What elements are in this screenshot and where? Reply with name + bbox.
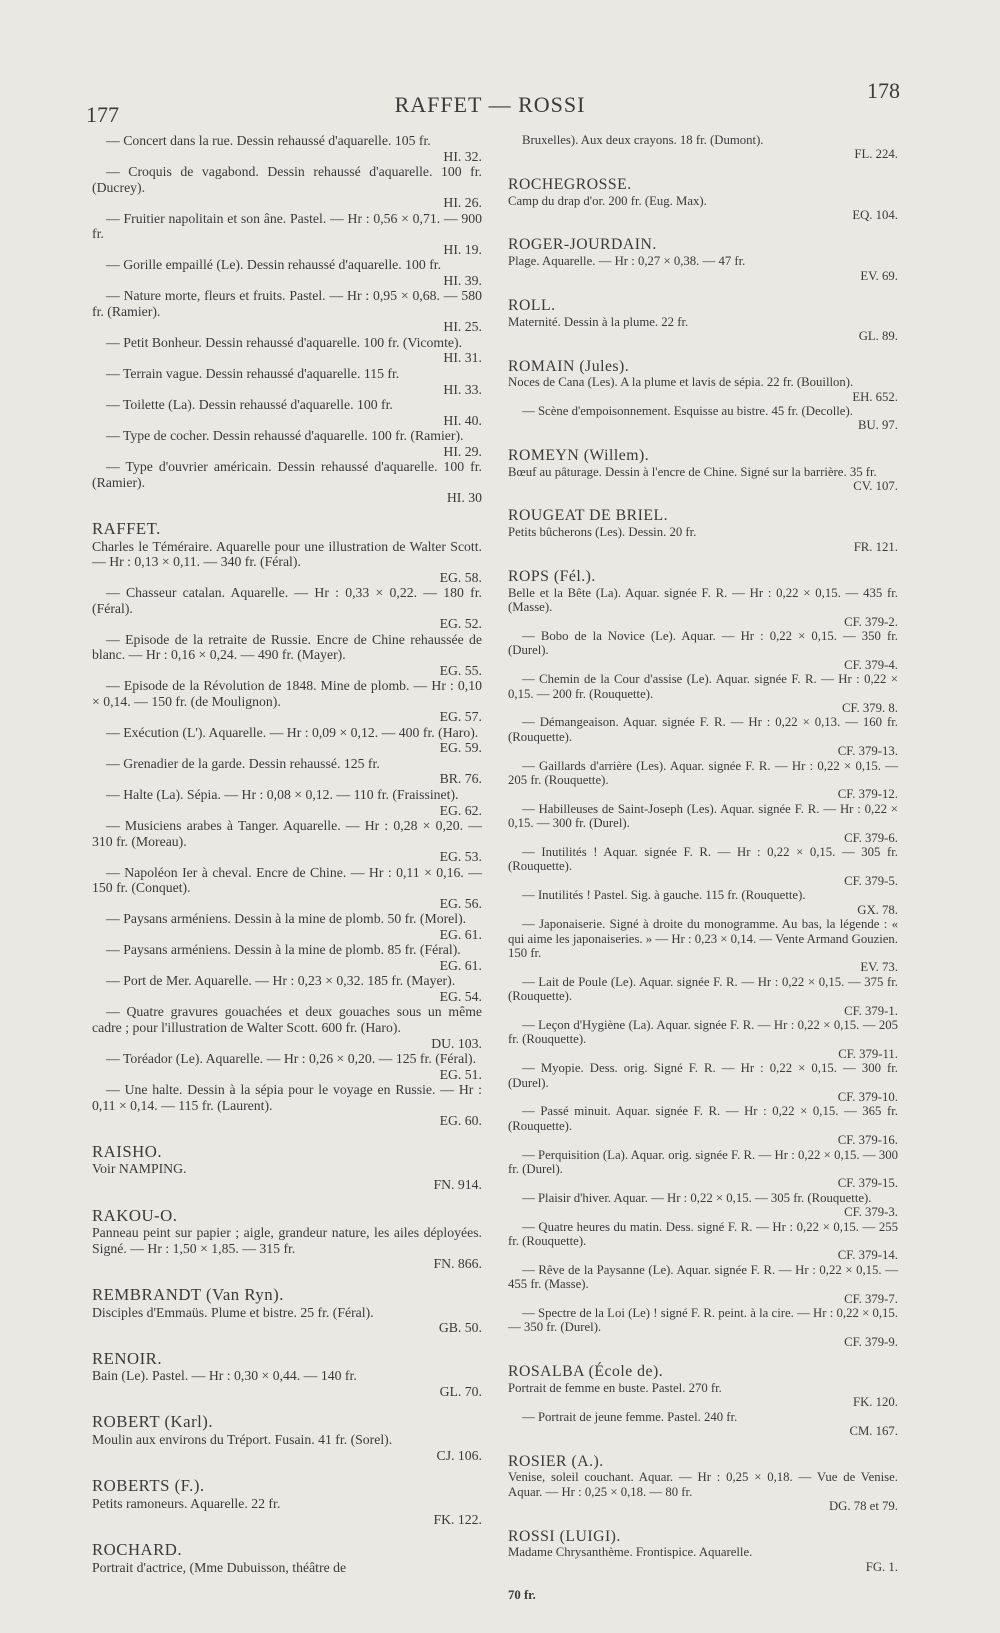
item-reference: EG. 57.	[439, 709, 482, 725]
item-description: Charles le Téméraire. Aquarelle pour une illustration de Walter Scott. — Hr : 0,13 × 0,11. — 340 fr. (Féral).	[92, 538, 482, 570]
catalog-item	[508, 917, 898, 975]
item-description: Madame Chrysanthème. Frontispice. Aquarelle.	[508, 1545, 753, 1560]
artist-entry	[92, 1350, 482, 1400]
catalog-item	[508, 315, 898, 344]
item-reference: CF. 379-7.	[844, 1291, 898, 1306]
item-description: — Passé minuit. Aquar. signée F. R. — Hr : 0,22 × 0,15. — 365 fr. (Rouquette).	[508, 1104, 898, 1133]
item-reference: CF. 379-2.	[844, 614, 898, 629]
catalog-item	[508, 845, 898, 888]
catalog-item	[92, 459, 482, 506]
item-description: — Quatre gravures gouachées et deux gouaches sous un même cadre ; pour l'illustration de Walter Scott. 600 fr. (Haro).	[92, 1004, 482, 1035]
catalog-item	[508, 888, 898, 917]
item-reference: EV. 73.	[860, 960, 898, 975]
item-description: Plage. Aquarelle. — Hr : 0,27 × 0,38. — 47 fr.	[508, 254, 746, 269]
catalog-item	[508, 133, 898, 162]
item-reference: EG. 51.	[439, 1066, 482, 1082]
item-reference: GB. 50.	[438, 1320, 482, 1336]
item-description: — Une halte. Dessin à la sépia pour le voyage en Russie. — Hr : 0,11 × 0,14. — 115 fr. (Laurent).	[92, 1082, 482, 1113]
artist-entry	[92, 520, 482, 1129]
catalog-item	[508, 525, 898, 554]
catalog-item	[92, 973, 482, 1004]
item-description: — Petit Bonheur. Dessin rehaussé d'aquarelle. 100 fr. (Vicomte).	[106, 334, 463, 350]
catalog-item	[508, 1545, 898, 1574]
artist-name: ROMAIN (Jules).	[508, 357, 630, 375]
catalog-item	[508, 715, 898, 758]
item-reference: EG. 53.	[439, 849, 482, 865]
catalog-item	[92, 1496, 482, 1527]
item-description: Maternité. Dessin à la plume. 22 fr.	[508, 314, 689, 329]
item-reference: CF. 379-14.	[837, 1248, 898, 1263]
left-column	[92, 133, 482, 1589]
catalog-item	[508, 375, 898, 404]
item-reference: CF. 379-3.	[844, 1205, 898, 1220]
item-description: — Episode de la Révolution de 1848. Mine de plomb. — Hr : 0,10 × 0,14. — 150 fr. (de Moulignon).	[92, 678, 482, 709]
item-description: Petits bûcherons (Les). Dessin. 20 fr.	[508, 525, 697, 540]
item-description: Bœuf au pâturage. Dessin à l'encre de Chine. Signé sur la barrière. 35 fr.	[508, 464, 877, 479]
catalog-item	[508, 1381, 898, 1410]
item-description: — Nature morte, fleurs et fruits. Pastel. — Hr : 0,95 × 0,68. — 580 fr. (Ramier).	[92, 288, 482, 319]
item-reference: CF. 379-9.	[844, 1334, 898, 1349]
artist-name: ROUGEAT DE BRIEL.	[508, 507, 669, 525]
continuation-block	[508, 133, 898, 162]
catalog-item	[92, 1432, 482, 1463]
item-description: — Leçon d'Hygiène (La). Aquar. signée F. R. — Hr : 0,22 × 0,15. — 205 fr. (Rouquette).	[508, 1017, 898, 1047]
artist-entry	[508, 236, 898, 283]
artist-entry	[92, 1286, 482, 1336]
item-description: Moulin aux environs du Tréport. Fusain. 41 fr. (Sorel).	[92, 1432, 393, 1448]
catalog-item	[92, 942, 482, 973]
artist-name: ROSIER (A.).	[508, 1452, 604, 1470]
catalog-item	[92, 428, 482, 459]
catalog-item	[508, 1191, 898, 1220]
item-reference: FL. 224.	[854, 147, 898, 162]
catalog-item	[92, 335, 482, 366]
catalog-item	[508, 759, 898, 802]
item-description: — Concert dans la rue. Dessin rehaussé d'aquarelle. 105 fr.	[106, 133, 431, 148]
catalog-item	[92, 288, 482, 335]
catalog-item	[508, 1470, 898, 1513]
artist-entry	[508, 447, 898, 494]
item-reference: BR. 76.	[439, 771, 482, 787]
item-description: — Chemin de la Cour d'assise (Le). Aquar. signée F. R. — Hr : 0,22 × 0,15. — 200 fr. (Rouquette).	[508, 672, 898, 701]
item-description: — Croquis de vagabond. Dessin rehaussé d'aquarelle. 100 fr. (Ducrey).	[92, 164, 482, 195]
catalog-item	[92, 1560, 482, 1576]
catalog-item	[92, 1368, 482, 1399]
catalog-item	[92, 725, 482, 756]
catalog-item	[508, 194, 898, 223]
item-description: — Gaillards d'arrière (Les). Aquar. signée F. R. — Hr : 0,22 × 0,15. — 205 fr. (Rouquette).	[508, 758, 898, 788]
item-reference: HI. 31.	[443, 350, 482, 366]
artist-entry	[508, 568, 898, 1349]
item-description: — Lait de Poule (Le). Aquar. signée F. R. — Hr : 0,22 × 0,15. — 375 fr. (Rouquette).	[508, 974, 898, 1004]
item-reference: HI. 40.	[443, 412, 482, 428]
catalog-item	[92, 133, 482, 164]
item-reference: CF. 379. 8.	[841, 701, 898, 715]
item-reference: EG. 60.	[439, 1113, 482, 1129]
item-reference: HI. 32.	[443, 148, 482, 164]
item-reference: GL. 70.	[439, 1383, 482, 1399]
catalog-item	[508, 1061, 898, 1104]
item-reference: CF. 379-4.	[844, 657, 898, 672]
continuation-block	[92, 133, 482, 506]
artist-name: ROLL.	[508, 296, 556, 314]
item-reference: HI. 25.	[443, 319, 482, 335]
running-title: RAFFET — ROSSI	[394, 92, 586, 117]
catalog-item	[92, 397, 482, 428]
item-reference: EG. 55.	[439, 662, 482, 678]
item-description: — Paysans arméniens. Dessin à la mine de plomb. 85 fr. (Féral).	[106, 942, 461, 958]
artist-name: REMBRANDT (Van Ryn).	[92, 1284, 284, 1304]
item-reference: EG. 62.	[439, 802, 482, 818]
trailing-price: 70 fr.	[508, 1588, 536, 1603]
item-reference: CF. 379-10.	[837, 1089, 898, 1104]
catalog-item	[508, 1306, 898, 1349]
catalog-item	[92, 818, 482, 865]
item-reference: FG. 1.	[865, 1559, 898, 1574]
catalog-item	[92, 1004, 482, 1051]
catalog-item	[92, 1051, 482, 1082]
item-description: Noces de Cana (Les). A la plume et lavis de sépia. 22 fr. (Bouillon).	[508, 375, 854, 390]
catalog-item	[508, 1104, 898, 1147]
item-reference: HI. 33.	[443, 381, 482, 397]
item-description: — Exécution (L'). Aquarelle. — Hr : 0,09 × 0,12. — 400 fr. (Haro).	[106, 724, 479, 740]
item-description: — Portrait de jeune femme. Pastel. 240 fr.	[522, 1409, 738, 1424]
catalog-item	[92, 632, 482, 679]
item-description: — Plaisir d'hiver. Aquar. — Hr : 0,22 × 0,15. — 305 fr. (Rouquette).	[522, 1190, 872, 1205]
artist-entry	[508, 176, 898, 223]
item-reference: CF. 379-16.	[837, 1133, 898, 1148]
item-description: — Habilleuses de Saint-Joseph (Les). Aquar. signée F. R. — Hr : 0,22 × 0,15. — 300 fr. (Durel).	[508, 801, 898, 831]
item-description: — Halte (La). Sépia. — Hr : 0,08 × 0,12. — 110 fr. (Fraissinet).	[106, 787, 459, 802]
item-reference: CF. 379-5.	[844, 873, 898, 888]
catalog-item	[92, 585, 482, 632]
item-reference: FR. 121.	[853, 539, 898, 554]
catalog-item	[508, 1263, 898, 1306]
artist-name: ROSSI (LUIGI).	[508, 1527, 621, 1545]
item-reference: CF. 379-15.	[837, 1176, 898, 1191]
item-reference: FN. 866.	[433, 1256, 482, 1272]
item-description: — Gorille empaillé (Le). Dessin rehaussé d'aquarelle. 100 fr.	[106, 257, 442, 273]
catalog-item	[508, 465, 898, 494]
catalog-item	[508, 1410, 898, 1439]
artist-entry	[92, 1477, 482, 1527]
catalog-item	[92, 911, 482, 942]
item-reference: HI. 19.	[443, 241, 482, 257]
item-reference: CF. 379-13.	[837, 744, 898, 759]
catalog-item	[92, 865, 482, 912]
item-reference: GL. 89.	[858, 329, 898, 344]
catalog-item	[508, 672, 898, 715]
artist-name: ROCHARD.	[92, 1540, 183, 1560]
item-reference: EG. 58.	[439, 569, 482, 585]
item-description: Disciples d'Emmaüs. Plume et bistre. 25 fr. (Féral).	[92, 1304, 374, 1320]
item-description: — Musiciens arabes à Tanger. Aquarelle. — Hr : 0,28 × 0,20. — 310 fr. (Moreau).	[92, 818, 482, 849]
item-description: — Chasseur catalan. Aquarelle. — Hr : 0,33 × 0,22. — 180 fr. (Féral).	[92, 585, 482, 616]
artist-entry	[508, 1363, 898, 1438]
artist-entry	[92, 1143, 482, 1193]
item-reference: HI. 26.	[443, 195, 482, 211]
item-description: Camp du drap d'or. 200 fr. (Eug. Max).	[508, 193, 707, 208]
item-reference: EH. 652.	[852, 389, 898, 404]
page-number-right: 178	[867, 78, 900, 103]
item-reference: EG. 56.	[439, 895, 482, 911]
artist-name: RENOIR.	[92, 1348, 163, 1368]
item-description: — Bobo de la Novice (Le). Aquar. — Hr : 0,22 × 0,15. — 350 fr. (Durel).	[508, 628, 898, 658]
catalog-item	[508, 254, 898, 283]
catalog-item	[92, 164, 482, 211]
item-reference: FK. 120.	[853, 1395, 898, 1410]
catalog-item	[92, 257, 482, 288]
artist-name: ROBERT (Karl).	[92, 1412, 214, 1432]
catalog-item	[92, 1082, 482, 1129]
item-reference: BU. 97.	[857, 418, 898, 433]
item-reference: GX. 78.	[857, 902, 898, 917]
item-description: — Fruitier napolitain et son âne. Pastel. — Hr : 0,56 × 0,71. — 900 fr.	[92, 210, 482, 242]
artist-entry	[508, 297, 898, 344]
artist-name: RAKOU-O.	[92, 1205, 178, 1225]
item-description: — Paysans arméniens. Dessin à la mine de plomb. 50 fr. (Morel).	[106, 911, 467, 927]
item-description: Petits ramoneurs. Aquarelle. 22 fr.	[92, 1496, 281, 1512]
item-description: Venise, soleil couchant. Aquar. — Hr : 0,25 × 0,18. — Vue de Venise. Aquar. — Hr : 0,25 × 0,18. — 80 fr.	[508, 1470, 898, 1499]
item-description: — Toréador (Le). Aquarelle. — Hr : 0,26 × 0,20. — 125 fr. (Féral).	[106, 1051, 477, 1067]
item-description: — Spectre de la Loi (Le) ! signé F. R. peint. à la cire. — Hr : 0,22 × 0,15. — 350 fr. (Durel).	[508, 1306, 898, 1335]
item-description: — Japonaiserie. Signé à droite du monogramme. Au bas, la légende : « qui aime les japonaiseries. » — Hr : 0,23 × 0,14. — Vente Armand Gouzien. 150 fr.	[508, 917, 898, 960]
artist-name: ROPS (Fél.).	[508, 568, 596, 585]
item-reference: FN. 914.	[433, 1176, 482, 1192]
item-description: — Perquisition (La). Aquar. orig. signée F. R. — Hr : 0,22 × 0,15. — 300 fr. (Durel).	[508, 1147, 898, 1176]
item-reference: HI. 29.	[443, 443, 482, 459]
item-reference: CF. 379-6.	[844, 830, 898, 845]
item-description: — Scène d'empoisonnement. Esquisse au bistre. 45 fr. (Decolle).	[522, 404, 853, 419]
item-description: Voir NAMPING.	[92, 1161, 187, 1177]
catalog-item	[508, 629, 898, 672]
item-reference: DG. 78 et 79.	[828, 1499, 898, 1514]
catalog-item	[508, 586, 898, 629]
catalog-item	[92, 539, 482, 586]
item-reference: EV. 69.	[860, 268, 898, 283]
catalog-item	[92, 787, 482, 818]
item-reference: HI. 39.	[443, 272, 482, 288]
item-reference: EG. 52.	[439, 616, 482, 632]
item-description: Bruxelles). Aux deux crayons. 18 fr. (Dumont).	[522, 133, 764, 147]
item-reference: DU. 103.	[431, 1035, 482, 1051]
artist-name: ROBERTS (F.).	[92, 1476, 205, 1496]
artist-name: ROGER-JOURDAIN.	[508, 236, 657, 254]
item-description: — Toilette (La). Dessin rehaussé d'aquarelle. 100 fr.	[106, 397, 393, 413]
item-reference: EG. 61.	[439, 926, 482, 942]
catalog-item	[92, 756, 482, 787]
item-description: Belle et la Bête (La). Aquar. signée F. R. — Hr : 0,22 × 0,15. — 435 fr. (Masse).	[508, 585, 898, 615]
artist-entry	[508, 358, 898, 433]
catalog-item	[92, 1305, 482, 1336]
item-description: Portrait de femme en buste. Pastel. 270 fr.	[508, 1381, 722, 1396]
artist-name: ROSALBA (École de).	[508, 1363, 664, 1381]
item-reference: EG. 61.	[439, 957, 482, 973]
artist-name: ROCHEGROSSE.	[508, 175, 632, 193]
item-description: — Rêve de la Paysanne (Le). Aquar. signée F. R. — Hr : 0,22 × 0,15. — 455 fr. (Masse).	[508, 1262, 898, 1292]
artist-entry	[508, 1453, 898, 1514]
artist-entry	[508, 507, 898, 554]
artist-entry	[92, 1413, 482, 1463]
item-description: — Inutilités ! Aquar. signée F. R. — Hr : 0,22 × 0,15. — 305 fr. (Rouquette).	[508, 845, 898, 874]
item-reference: CF. 379-1.	[844, 1003, 898, 1018]
catalog-item	[92, 211, 482, 258]
catalog-item	[92, 1225, 482, 1272]
item-reference: EQ. 104.	[852, 207, 898, 222]
catalog-item	[508, 404, 898, 433]
item-reference: CJ. 106.	[436, 1447, 482, 1463]
catalog-item	[508, 1148, 898, 1191]
page-number-left: 177	[86, 102, 119, 127]
item-description: Panneau peint sur papier ; aigle, grandeur nature, les ailes déployées. Signé. — Hr : 1,50 × 1,85. — 315 fr.	[92, 1225, 482, 1256]
catalog-item	[508, 1018, 898, 1061]
artist-name: RAFFET.	[92, 518, 161, 538]
item-description: — Type de cocher. Dessin rehaussé d'aquarelle. 100 fr. (Ramier).	[106, 428, 464, 444]
item-description: — Episode de la retraite de Russie. Encre de Chine rehaussée de blanc. — Hr : 0,16 × 0,24. — 490 fr. (Mayer).	[92, 631, 482, 663]
item-description: — Myopie. Dess. orig. Signé F. R. — Hr : 0,22 × 0,15. — 300 fr. (Durel).	[508, 1061, 898, 1090]
catalog-item	[92, 366, 482, 397]
item-description: Bain (Le). Pastel. — Hr : 0,30 × 0,44. — 140 fr.	[92, 1368, 357, 1384]
item-reference: CV. 107.	[853, 479, 898, 494]
item-reference: EG. 54.	[439, 988, 482, 1004]
item-description: — Quatre heures du matin. Dess. signé F. R. — Hr : 0,22 × 0,15. — 255 fr. (Rouquette).	[508, 1219, 898, 1249]
item-description: — Inutilités ! Pastel. Sig. à gauche. 115 fr. (Rouquette).	[522, 888, 806, 903]
item-description: — Grenadier de la garde. Dessin rehaussé. 125 fr.	[106, 755, 380, 771]
item-reference: FK. 122.	[433, 1511, 482, 1527]
item-description: Portrait d'actrice, (Mme Dubuisson, théâtre de	[92, 1559, 347, 1575]
item-reference: CF. 379-12.	[837, 787, 898, 802]
catalog-item	[508, 975, 898, 1018]
item-reference: CM. 167.	[849, 1424, 898, 1439]
item-description: — Démangeaison. Aquar. signée F. R. — Hr : 0,22 × 0,13. — 160 fr. (Rouquette).	[508, 715, 898, 744]
item-description: — Terrain vague. Dessin rehaussé d'aquarelle. 115 fr.	[106, 365, 400, 381]
artist-entry	[92, 1541, 482, 1575]
item-reference: HI. 30	[446, 490, 482, 506]
catalog-item	[92, 1161, 482, 1192]
item-reference: CF. 379-11.	[838, 1046, 898, 1061]
artist-entry	[508, 1528, 898, 1575]
right-column	[508, 133, 898, 1603]
item-reference: EG. 59.	[439, 740, 482, 756]
item-description: — Port de Mer. Aquarelle. — Hr : 0,23 × 0,32. 185 fr. (Mayer).	[106, 973, 456, 989]
item-description: — Type d'ouvrier américain. Dessin rehaussé d'aquarelle. 100 fr. (Ramier).	[92, 459, 482, 490]
catalog-item	[92, 678, 482, 725]
catalog-item	[508, 802, 898, 845]
artist-name: ROMEYN (Willem).	[508, 446, 650, 464]
artist-entry	[92, 1207, 482, 1272]
item-description: — Napoléon Ier à cheval. Encre de Chine. — Hr : 0,11 × 0,16. — 150 fr. (Conquet).	[92, 864, 482, 896]
catalog-item	[508, 1220, 898, 1263]
artist-name: RAISHO.	[92, 1141, 163, 1161]
